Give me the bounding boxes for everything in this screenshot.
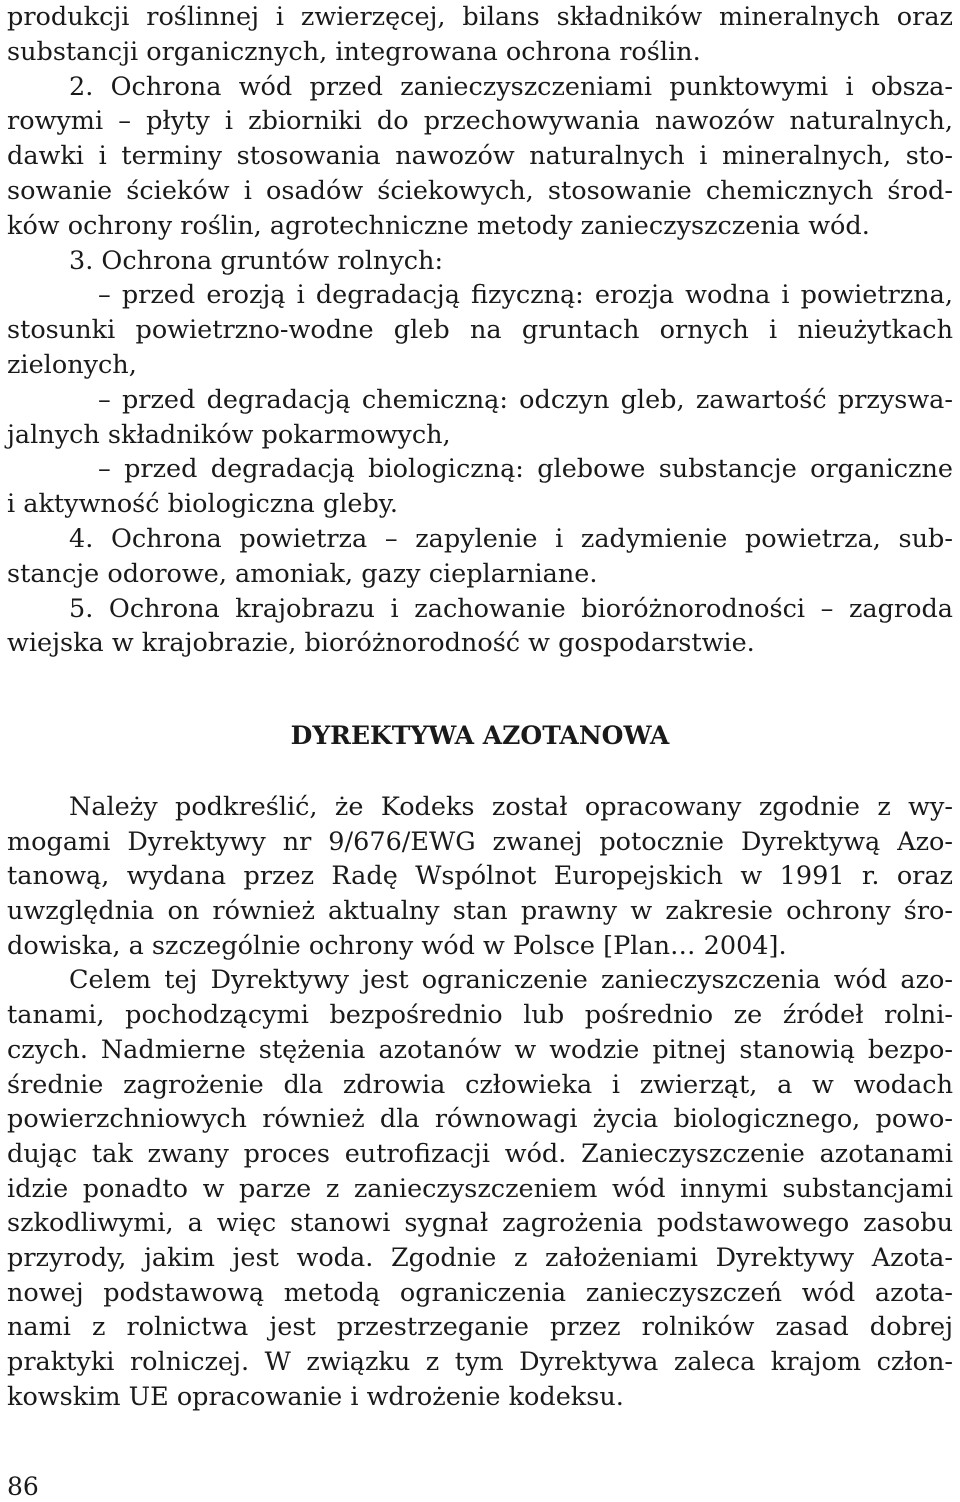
text-line: czych. Nadmierne stężenia azotanów w wodzie pitnej stanowią bezpo- xyxy=(7,1034,953,1065)
text-line: jalnych składników pokarmowych, xyxy=(7,419,451,450)
text-line: przyrody, jakim jest woda. Zgodnie z założeniami Dyrektywy Azota- xyxy=(7,1242,953,1273)
text-line: tanami, pochodzącymi bezpośrednio lub pośrednio ze źródeł rolni- xyxy=(7,1000,953,1031)
text-line: stancje odorowe, amoniak, gazy cieplarniane. xyxy=(7,558,598,589)
text-line: dawki i terminy stosowania nawozów naturalnych i mineralnych, sto- xyxy=(7,141,953,172)
paragraph-start: Należy podkreślić, że Kodeks został opracowany zgodnie z wy- xyxy=(69,792,953,822)
list-item-2: 2. Ochrona wód przed zanieczyszczeniami punktowymi i obsza- xyxy=(69,71,953,102)
text-line: kowskim UE opracowanie i wdrożenie kodeksu. xyxy=(7,1381,624,1412)
text-line: sowanie ścieków i osadów ściekowych, stosowanie chemicznych środ- xyxy=(7,175,953,206)
page-number: 86 xyxy=(7,1472,39,1501)
text-line: rowymi – płyty i zbiorniki do przechowywania nawozów naturalnych, xyxy=(7,106,953,137)
text-line: wiejska w krajobrazie, bioróżnorodność w gospodarstwie. xyxy=(7,628,755,659)
list-item-3: 3. Ochrona gruntów rolnych: xyxy=(69,245,444,276)
section-heading: DYREKTYWA AZOTANOWA xyxy=(290,721,670,750)
text-line: stosunki powietrzno-wodne gleb na gruntach ornych i nieużytkach xyxy=(7,315,953,346)
sub-item-erosion: – przed erozją i degradacją fizyczną: erozja wodna i powietrzna, xyxy=(98,280,953,311)
text-line: dowiska, a szczególnie ochrony wód w Polsce [Plan… 2004]. xyxy=(7,930,787,961)
text-line: dując tak zwany proces eutrofizacji wód. Zanieczyszczenie azotanami xyxy=(7,1138,953,1169)
body-section xyxy=(7,790,953,1414)
text-line: i aktywność biologiczna gleby. xyxy=(7,489,398,520)
text-line: szkodliwymi, a więc stanowi sygnał zagrożenia podstawowego zasobu xyxy=(7,1208,953,1239)
text-line: ków ochrony roślin, agrotechniczne metody zanieczyszczenia wód. xyxy=(7,210,870,241)
list-item-4: 4. Ochrona powietrza – zapylenie i zadymienie powietrza, sub- xyxy=(69,523,953,554)
text-line: nowej podstawową metodą ograniczenia zanieczyszczeń wód azota- xyxy=(7,1277,953,1308)
text-line: praktyki rolniczej. W związku z tym Dyrektywa zaleca krajom człon- xyxy=(7,1347,953,1377)
list-section xyxy=(7,0,953,661)
list-item-5: 5. Ochrona krajobrazu i zachowanie bioróżnorodności – zagroda xyxy=(69,593,953,624)
paragraph-start: Celem tej Dyrektywy jest ograniczenie zanieczyszczenia wód azo- xyxy=(69,965,953,996)
sub-item-biological: – przed degradacją biologiczną: glebowe substancje organiczne xyxy=(98,454,953,485)
text-line: tanową, wydana przez Radę Wspólnot Europejskich w 1991 r. oraz xyxy=(7,861,953,892)
sub-item-chemical: – przed degradacją chemiczną: odczyn gleb, zawartość przyswa- xyxy=(98,384,953,415)
text-line: produkcji roślinnej i zwierzęcej, bilans składników mineralnych oraz xyxy=(7,2,953,32)
text-line: mogami Dyrektywy nr 9/676/EWG zwanej potocznie Dyrektywą Azo- xyxy=(7,826,953,857)
text-line: średnie zagrożenie dla zdrowia człowieka i zwierząt, a w wodach xyxy=(7,1069,953,1100)
document-page xyxy=(7,0,953,1412)
text-line: zielonych, xyxy=(7,349,137,380)
text-line: substancji organicznych, integrowana ochrona roślin. xyxy=(7,36,701,67)
text-line: powierzchniowych również dla równowagi życia biologicznego, powo- xyxy=(7,1104,953,1135)
text-line: uwzględnia on również aktualny stan prawny w zakresie ochrony śro- xyxy=(7,896,953,927)
text-line: nami z rolnictwa jest przestrzeganie przez rolników zasad dobrej xyxy=(7,1312,953,1343)
text-line: idzie ponadto w parze z zanieczyszczeniem wód innymi substancjami xyxy=(7,1173,953,1204)
